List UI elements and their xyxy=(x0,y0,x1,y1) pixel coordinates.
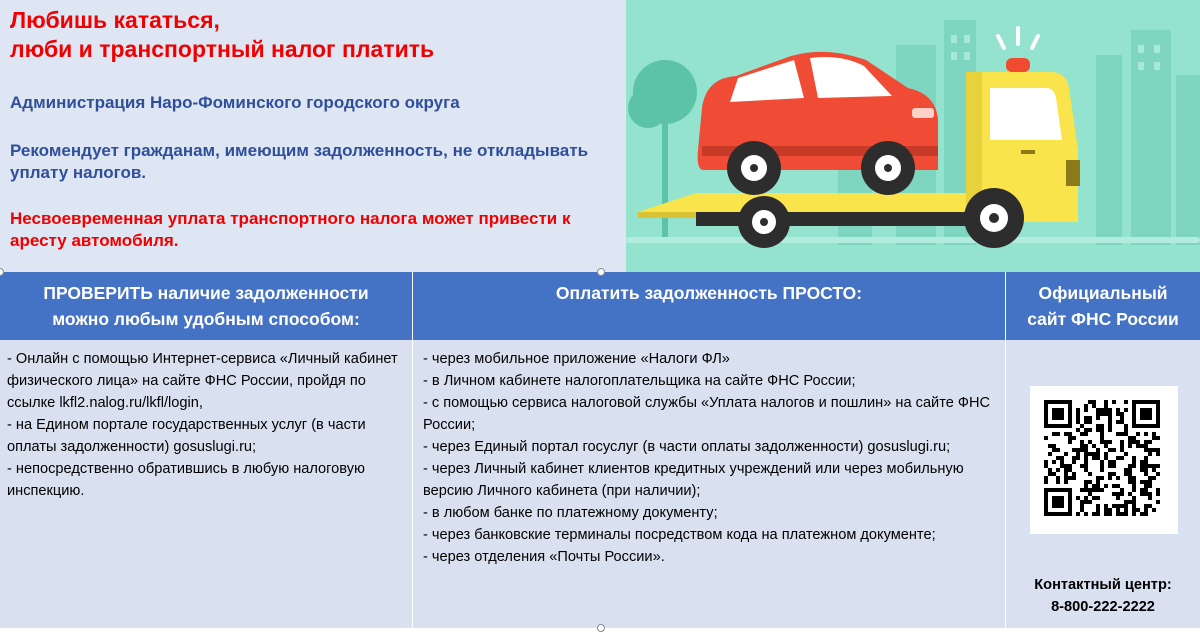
col1-cell xyxy=(0,340,412,628)
top-section xyxy=(0,0,1200,272)
page-title xyxy=(10,6,620,64)
col1-header xyxy=(0,272,412,340)
contact-center xyxy=(1006,574,1200,618)
recommendation-text: Рекомендует гражданам, имеющим задолженность, не откладывать уплату налогов. xyxy=(10,141,589,182)
administration-name: Администрация Наро-Фоминского городского округа xyxy=(10,93,460,112)
contact-label: Контактный центр: xyxy=(1034,577,1172,593)
info-table xyxy=(0,272,1200,628)
col2-header-text: Оплатить задолженность ПРОСТО: xyxy=(555,283,863,303)
contact-phone: 8-800-222-2222 xyxy=(1051,599,1155,615)
col2-header xyxy=(413,272,1005,340)
text-panel xyxy=(0,0,626,272)
column-divider xyxy=(1005,272,1006,628)
title-line-2: люби и транспортный налог платить xyxy=(10,36,435,62)
list-item: - через банковские терминалы посредством кода на платежном документе; xyxy=(423,527,936,543)
col3-header-line-2: сайт ФНС России xyxy=(1027,309,1179,329)
illustration-panel xyxy=(626,0,1200,272)
resize-handle[interactable] xyxy=(597,268,605,276)
qr-code-icon xyxy=(1030,386,1178,534)
qr-code[interactable] xyxy=(1030,386,1178,534)
title-line-1: Любишь кататься, xyxy=(10,7,220,33)
check-methods-list xyxy=(7,348,407,502)
col2-cell xyxy=(413,340,1005,628)
col1-header-line-2: можно любым удобным способом: xyxy=(52,309,360,329)
resize-handle[interactable] xyxy=(597,624,605,632)
col1-header-line-1: ПРОВЕРИТЬ наличие задолженности xyxy=(43,283,369,303)
list-item: - непосредственно обратившись в любую налоговую инспекцию. xyxy=(7,461,365,499)
list-item: - через отделения «Почты России». xyxy=(423,549,665,565)
list-item: - в Личном кабинете налогоплательщика на сайте ФНС России; xyxy=(423,373,856,389)
list-item: - с помощью сервиса налоговой службы «Уплата налогов и пошлин» на сайте ФНС России; xyxy=(423,395,991,433)
tow-truck-illustration xyxy=(626,0,1200,272)
list-item: - в любом банке по платежному документу; xyxy=(423,505,718,521)
warning-text: Несвоевременная уплата транспортного налога может привести к аресту автомобиля. xyxy=(10,209,571,250)
list-item: - через Единый портал госуслуг (в части оплаты задолженности) gosuslugi.ru; xyxy=(423,439,951,455)
col3-cell xyxy=(1006,340,1200,628)
list-item: - на Едином портале государственных услуг (в части оплаты задолженности) gosuslugi.ru; xyxy=(7,417,366,455)
col3-header-line-1: Официальный xyxy=(1038,283,1168,303)
payment-methods-list xyxy=(423,348,1001,568)
list-item: - через мобильное приложение «Налоги ФЛ» xyxy=(423,351,730,367)
column-divider xyxy=(412,272,413,628)
col3-header xyxy=(1006,272,1200,340)
list-item: - Онлайн с помощью Интернет-сервиса «Личный кабинет физического лица» на сайте ФНС России, пройдя по ссылке lkfl2.nalog.ru/lkfl/login, xyxy=(7,351,398,411)
list-item: - через Личный кабинет клиентов кредитных учреждений или через мобильную версию Личного кабинета (при наличии); xyxy=(423,461,964,499)
